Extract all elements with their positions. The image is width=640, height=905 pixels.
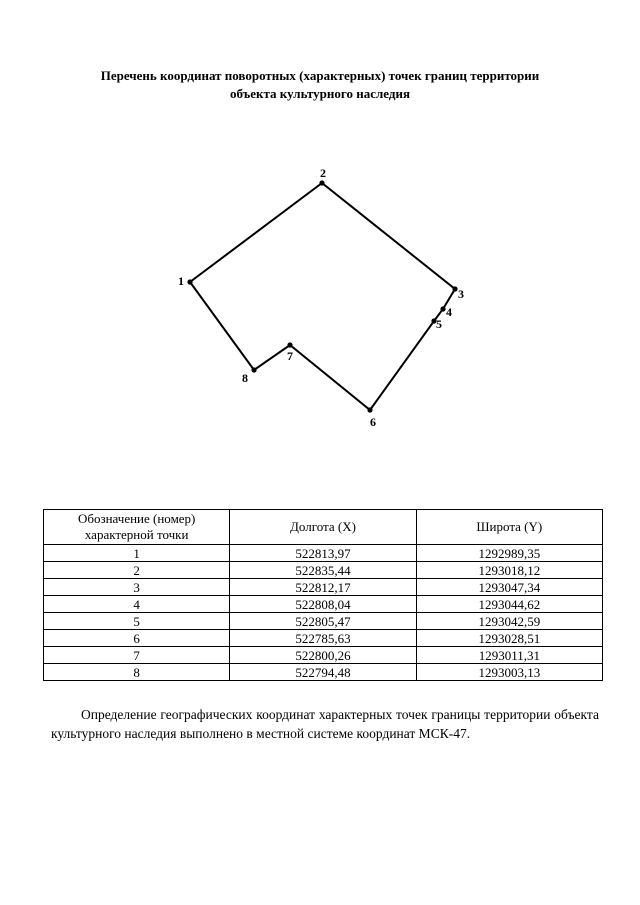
point-markers xyxy=(187,180,457,412)
table-row xyxy=(44,579,603,596)
point-label-6: 6 xyxy=(370,415,376,429)
point-marker-6 xyxy=(367,407,372,412)
latitude-cell: 1293011,31 xyxy=(416,647,602,664)
point-number-cell: 3 xyxy=(44,579,230,596)
point-number-cell: 7 xyxy=(44,647,230,664)
header-latitude: Широта (Y) xyxy=(416,510,602,545)
latitude-cell: 1293044,62 xyxy=(416,596,602,613)
point-number-cell: 4 xyxy=(44,596,230,613)
point-marker-1 xyxy=(187,279,192,284)
point-number-cell: 2 xyxy=(44,562,230,579)
point-label-7: 7 xyxy=(287,349,293,363)
point-number-cell: 5 xyxy=(44,613,230,630)
longitude-cell: 522813,97 xyxy=(230,545,416,562)
longitude-cell: 522800,26 xyxy=(230,647,416,664)
boundary-polyline xyxy=(190,183,455,410)
longitude-cell: 522805,47 xyxy=(230,613,416,630)
point-label-8: 8 xyxy=(242,371,248,385)
table-row xyxy=(44,596,603,613)
point-number-cell: 8 xyxy=(44,664,230,681)
table-row xyxy=(44,562,603,579)
latitude-cell: 1293018,12 xyxy=(416,562,602,579)
latitude-cell: 1292989,35 xyxy=(416,545,602,562)
point-marker-3 xyxy=(452,286,457,291)
latitude-cell: 1293042,59 xyxy=(416,613,602,630)
table-row xyxy=(44,613,603,630)
point-number-cell: 6 xyxy=(44,630,230,647)
longitude-cell: 522835,44 xyxy=(230,562,416,579)
longitude-cell: 522808,04 xyxy=(230,596,416,613)
table-row xyxy=(44,630,603,647)
point-number-cell: 1 xyxy=(44,545,230,562)
table-row xyxy=(44,545,603,562)
header-longitude: Долгота (X) xyxy=(230,510,416,545)
longitude-cell: 522794,48 xyxy=(230,664,416,681)
point-label-4: 4 xyxy=(446,305,452,319)
coordinate-system-note: Определение географических координат характерных точек границы территории объекта культурного наследия выполнено в местной системе координат МСК-47. xyxy=(51,707,599,741)
point-marker-4 xyxy=(440,306,445,311)
coordinates-table xyxy=(43,509,603,681)
longitude-cell: 522812,17 xyxy=(230,579,416,596)
point-label-1: 1 xyxy=(178,274,184,288)
longitude-cell: 522785,63 xyxy=(230,630,416,647)
table-row xyxy=(44,647,603,664)
point-label-5: 5 xyxy=(436,317,442,331)
title-line-1: Перечень координат поворотных (характерных) точек границ территории xyxy=(100,68,540,83)
table-header-row xyxy=(44,510,603,545)
point-marker-7 xyxy=(287,342,292,347)
point-marker-2 xyxy=(319,180,324,185)
title-line-2: объекта культурного наследия xyxy=(230,86,410,101)
point-label-3: 3 xyxy=(458,287,464,301)
latitude-cell: 1293028,51 xyxy=(416,630,602,647)
latitude-cell: 1293047,34 xyxy=(416,579,602,596)
point-marker-8 xyxy=(251,367,256,372)
latitude-cell: 1293003,13 xyxy=(416,664,602,681)
point-label-2: 2 xyxy=(320,166,326,180)
header-point-designation: Обозначение (номер) характерной точки xyxy=(44,510,230,545)
table-row xyxy=(44,664,603,681)
